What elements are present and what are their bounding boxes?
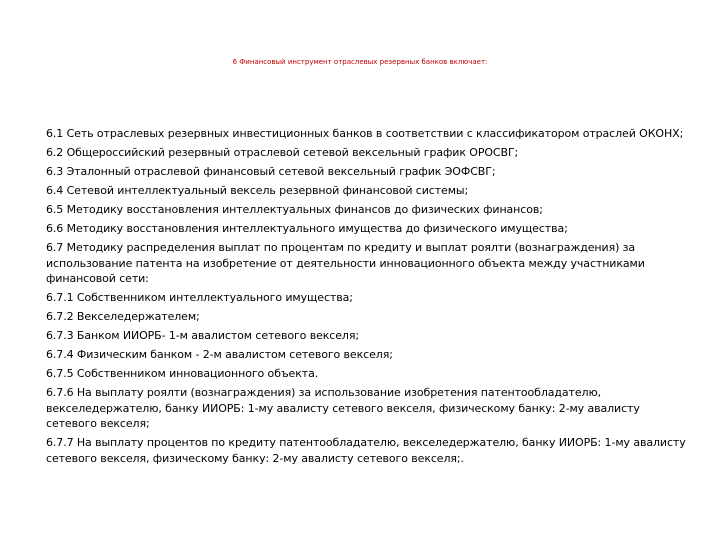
list-item: 6.2 Общероссийский резервный отраслевой сетевой вексельный график ОРОСВГ; [46, 146, 519, 159]
list-item: 6.4 Сетевой интеллектуальный вексель резервной финансовой системы; [46, 184, 469, 197]
list-item: 6.7.3 Банком ИИОРБ- 1-м авалистом сетевого векселя; [46, 329, 359, 342]
list-item: 6.1 Сеть отраслевых резервных инвестиционных банков в соответствии с классификатором отраслей ОКОНХ; [46, 127, 684, 140]
list-item: 6.3 Эталонный отраслевой финансовый сетевой вексельный график ЭОФСВГ; [46, 165, 496, 178]
list-item: 6.7.6 На выплату роялти (вознаграждения) за использование изобретения патентообладателю, векселедержателю, банку ИИОРБ: 1-му авалисту сетевого векселя, физическому банку: 2-му авалисту сетевого векселя; [46, 386, 640, 430]
slide-title: 6 Финансовый инструмент отраслевых резервных банков включает: [232, 58, 488, 66]
slide-body [46, 126, 686, 466]
list-item: 6.6 Методику восстановления интеллектуального имущества до физического имущества; [46, 222, 568, 235]
list-item: 6.7.7 На выплату процентов по кредиту патентообладателю, векселедержателю, банку ИИОРБ: 1-му авалисту сетевого векселя, физическому банку: 2-му авалисту сетевого векселя;. [46, 436, 686, 465]
list-item: 6.7.2 Векселедержателем; [46, 310, 200, 323]
list-item: 6.7.5 Собственником инновационного объекта. [46, 367, 319, 380]
list-item: 6.7.1 Собственником интеллектуального имущества; [46, 291, 353, 304]
list-item: 6.5 Методику восстановления интеллектуальных финансов до физических финансов; [46, 203, 543, 216]
list-item: 6.7 Методику распределения выплат по процентам по кредиту и выплат роялти (вознаграждения) за использование патента на изобретение от деятельности инновационного объекта между участниками финансовой сети: [46, 241, 645, 285]
list-item: 6.7.4 Физическим банком - 2-м авалистом сетевого векселя; [46, 348, 393, 361]
